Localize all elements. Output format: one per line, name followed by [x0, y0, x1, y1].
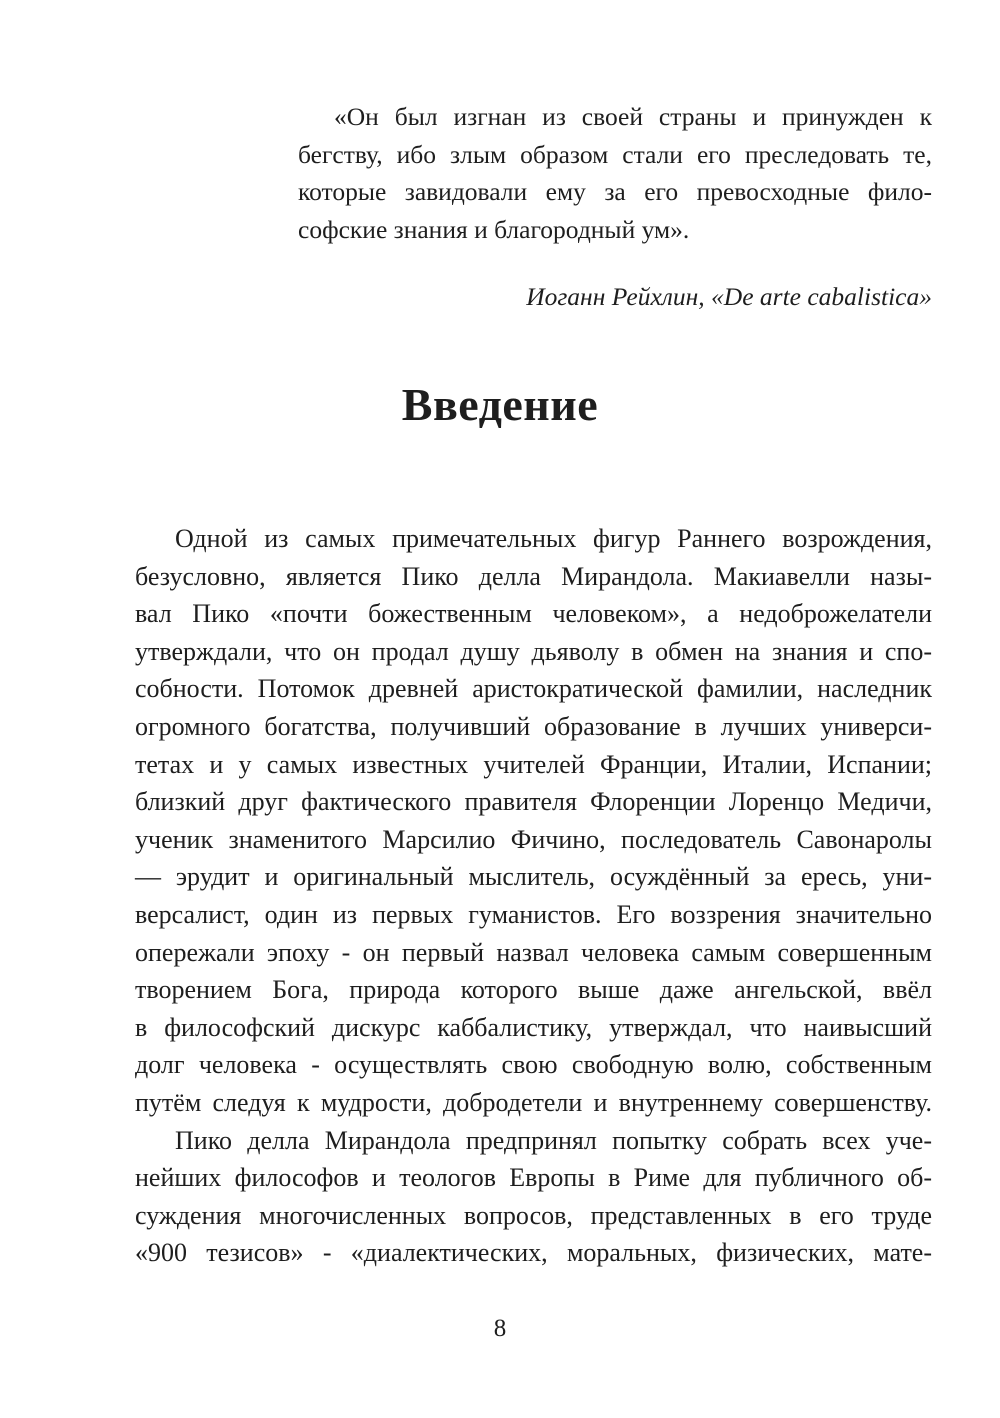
body-text — [135, 520, 932, 1272]
text-line: Пико делла Мирандола предпринял попытку собрать всех уче- — [175, 1125, 932, 1155]
epigraph-line: софские знания и благородный ум». — [298, 214, 690, 244]
text-line: «900 тезисов» - «диалектических, моральных, физических, мате- — [135, 1238, 932, 1268]
text-line: в философский дискурс каббалистику, утверждал, что наивысший — [135, 1012, 932, 1042]
text-line: тетах и у самых известных учителей Франции, Италии, Испании; — [135, 749, 932, 779]
text-line: огромного богатства, получивший образование в лучших универси- — [135, 711, 932, 741]
epigraph-line: которые завидовали ему за его превосходные фило- — [298, 177, 932, 206]
epigraph-attribution: Иоганн Рейхлин, «De arte cabalistica» — [526, 282, 932, 311]
text-line: нейших философов и теологов Европы в Риме для публичного об- — [135, 1163, 932, 1193]
text-line: опережали эпоху - он первый назвал человека самым совершенным — [135, 937, 932, 967]
chapter-title: Введение — [401, 379, 599, 430]
text-line: близкий друг фактического правителя Флоренции Лоренцо Медичи, — [135, 787, 932, 817]
text-line: безусловно, является Пико делла Мирандола. Макиавелли назы- — [135, 561, 932, 591]
text-line: собности. Потомок древней аристократической фамилии, наследник — [135, 674, 932, 704]
text-line: версалист, один из первых гуманистов. Его воззрения значительно — [135, 899, 932, 929]
epigraph-line: «Он был изгнан из своей страны и принужден к — [334, 102, 932, 131]
epigraph — [298, 98, 932, 311]
page-number: 8 — [493, 1315, 507, 1342]
paragraph — [135, 520, 932, 1122]
text-line: утверждали, что он продал душу дьяволу в обмен на знания и спо- — [135, 636, 932, 666]
text-line: долг человека - осуществлять свою свободную волю, собственным — [135, 1050, 932, 1080]
paragraph — [135, 1122, 932, 1272]
text-line: Одной из самых примечательных фигур Раннего возрождения, — [175, 524, 932, 553]
text-line: вал Пико «почти божественным человеком», а недоброжелатели — [135, 599, 932, 629]
text-line: творением Бога, природа которого выше даже ангельской, ввёл — [135, 975, 932, 1005]
text-line: путём следуя к мудрости, добродетели и внутреннему совершенству. — [135, 1087, 932, 1117]
text-line: суждения многочисленных вопросов, представленных в его труде — [135, 1200, 932, 1230]
epigraph-line: бегству, ибо злым образом стали его преследовать те, — [298, 139, 932, 169]
text-line: — эрудит и оригинальный мыслитель, осуждённый за ересь, уни- — [135, 862, 932, 892]
text-line: ученик знаменитого Марсилио Фичино, последователь Савонаролы — [135, 824, 932, 854]
epigraph-quote — [298, 98, 932, 248]
